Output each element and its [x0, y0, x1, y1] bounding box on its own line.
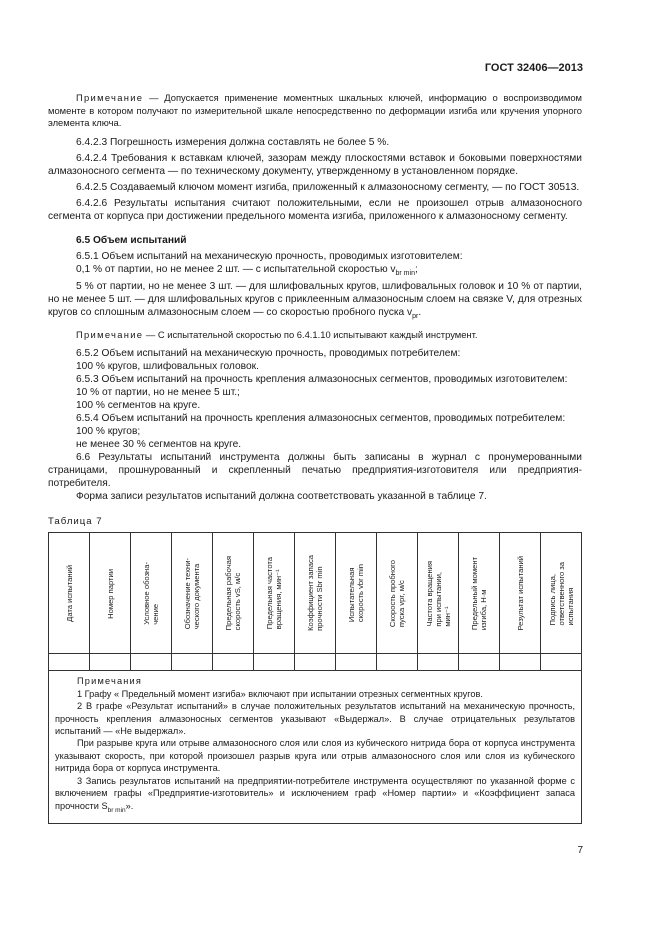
column-header [295, 533, 336, 654]
text: 3 Запись результатов испытаний на предприятии-потребителе инструмента осуществляют по указанной форме с включением графы «Предприятие-изготовитель» и исключением граф «Номер партии» и «Коэффициент запаса прочности S [55, 775, 575, 811]
para-6-5-2: 6.5.2 Объем испытаний на механическую прочность, проводимых потребителем: [76, 348, 461, 360]
table-cell [213, 654, 254, 671]
column-header-wrap [254, 533, 294, 653]
para-6-5-2-a: 100 % кругов, шлифовальных головок. [76, 361, 259, 373]
column-header-wrap [131, 533, 171, 653]
note-test-speed [48, 329, 582, 342]
table-cell [49, 654, 90, 671]
column-header-wrap [213, 533, 253, 653]
column-header-wrap [172, 533, 212, 653]
table-cell [377, 654, 418, 671]
table-cell [172, 654, 213, 671]
column-header-label: Обозначение техни- ческого документа [183, 557, 201, 630]
para-6-5-3-b: 100 % сегментов на круге. [76, 400, 201, 412]
column-header [541, 533, 582, 654]
para-6-5-3: 6.5.3 Объем испытаний на прочность крепления алмазоносных сегментов, проводимых изготовителем: [76, 374, 568, 386]
column-header [500, 533, 541, 654]
table-cell [459, 654, 500, 671]
column-header-wrap [418, 533, 458, 653]
section-heading-6-5: 6.5 Объем испытаний [76, 234, 187, 246]
column-header-wrap [295, 533, 335, 653]
column-header-label: Предельная частота вращения, мин⁻¹ [265, 557, 283, 630]
text: ». [125, 800, 134, 811]
column-header-wrap [459, 533, 499, 653]
text: . [418, 306, 422, 318]
note-2: 2 В графе «Результат испытаний» в случае положительных результатов испытаний на механическую прочность, прочность крепления алмазоносных сегментов указывают «Выдержал». В случае отрицательных результатов испытаний — «Не выдержал». [55, 701, 575, 737]
column-header [90, 533, 131, 654]
column-header [213, 533, 254, 654]
column-header-wrap [377, 533, 417, 653]
column-header [254, 533, 295, 654]
note-3 [55, 775, 575, 817]
para-6-4-2-6: 6.4.2.6 Результаты испытания считают положительными, если не произошел отрыв алмазоносного сегмента от корпуса при достижении предельного момента изгиба, приложенного к алмазоносному сегменту. [48, 197, 582, 222]
column-header-label: Предельная рабочая скорость vS, м/с [224, 556, 242, 631]
para-6-4-2-4: 6.4.2.4 Требования к вставкам ключей, зазорам между плоскостями вставок и боковыми поверхностями алмазоносного сегмента — по техническому документу, утвержденному в установленном порядке. [48, 152, 582, 177]
para-6-5-1: 6.5.1 Объем испытаний на механическую прочность, проводимых изготовителем: [76, 250, 463, 262]
para-6-5-1-b [48, 280, 582, 323]
column-header [418, 533, 459, 654]
table-cell [500, 654, 541, 671]
note-moment-keys [48, 92, 582, 130]
column-header-wrap [49, 533, 89, 653]
note-2-b: При разрыве круга или отрыве алмазоносного слоя или слоя из кубического нитрида бора от корпуса инструмента указывают скорость, при которой произошел разрыв круга или отрыв алмазоносного слоя или слоя из кубического нитрида бора от корпуса инструмента. [55, 738, 575, 774]
column-header-wrap [90, 533, 130, 653]
table-notes [48, 671, 582, 823]
para-6-5-3-a: 10 % от партии, но не менее 5 шт.; [76, 387, 240, 399]
text: ; [414, 263, 418, 275]
column-header-label: Номер партии [105, 568, 115, 619]
table-cell [541, 654, 582, 671]
note-text: — Допускается применение моментных шкальных ключей, информацию о воспроизводимом моменте в котором получают по измерительной шкале непосредственно по деформации изгиба или кручения упорного элемента ключа. [48, 92, 582, 129]
column-header [131, 533, 172, 654]
table-cell [336, 654, 377, 671]
subscript: br min [107, 806, 126, 814]
para-6-5-4: 6.5.4 Объем испытаний на прочность крепления алмазоносных сегментов, проводимых потребителем: [76, 413, 566, 425]
column-header-label: Скорость пробного пуска vpr, м/с [388, 559, 406, 627]
table-row [49, 654, 582, 671]
column-header-label: Частота вращения при испытании, мин⁻¹ [424, 560, 452, 627]
para-6-4-2-3: 6.4.2.3 Погрешность измерения должна составлять не более 5 %. [76, 136, 390, 148]
note-1: 1 Графу « Предельный момент изгиба» включают при испытании отрезных сегментных кругов. [77, 688, 483, 699]
column-header-label: Подпись лица, ответственного за испытания [547, 561, 575, 626]
para-6-6-b: Форма записи результатов испытаний должна соответствовать указанной в таблице 7. [76, 491, 487, 503]
text: 0,1 % от партии, но не менее 2 шт. — с испытательной скоростью v [76, 263, 396, 275]
column-header-label: Условное обозна- чение [142, 562, 160, 625]
para-6-6: 6.6 Результаты испытаний инструмента должны быть записаны в журнал с пронумерованными страницами, прошнурованный и скрепленный печатью предприятия-изготовителя или предприятия-потребителя. [48, 452, 582, 490]
table-7 [48, 532, 582, 671]
text: 5 % от партии, но не менее 3 шт. — для шлифовальных кругов, шлифовальных головок и 10 % от партии, но не менее 5 шт. — для шлифовальных кругов с приклеенным алмазоносным слоем на связке V, для отрезных кругов со сплошным алмазоносным слоем — со скоростью пробного пуска v [48, 280, 582, 318]
page-content [48, 92, 582, 824]
para-6-5-1-a [48, 263, 582, 280]
note-text: — С испытательной скоростью по 6.4.1.10 испытывают каждый инструмент. [143, 328, 478, 340]
table-cell [254, 654, 295, 671]
column-header [459, 533, 500, 654]
table-header-row [49, 533, 582, 654]
column-header-label: Коэффициент запаса прочности Sbr min [306, 555, 324, 632]
para-6-5-4-b: не менее 30 % сегментов на круге. [76, 439, 242, 451]
para-6-5-4-a: 100 % кругов; [76, 426, 141, 438]
table-cell [295, 654, 336, 671]
column-header-label: Дата испытаний [64, 565, 74, 622]
column-header-wrap [336, 533, 376, 653]
column-header-label: Результат испытаний [515, 556, 525, 631]
column-header [336, 533, 377, 654]
table-caption: Таблица 7 [48, 516, 103, 528]
notes-title: Примечания [77, 676, 143, 687]
note-label: Примечание [76, 328, 144, 340]
column-header-label: Испытательная скорость vbr min [347, 564, 365, 623]
column-header [49, 533, 90, 654]
table-cell [90, 654, 131, 671]
column-header [377, 533, 418, 654]
column-header-wrap [500, 533, 540, 653]
table-cell [418, 654, 459, 671]
para-6-4-2-5: 6.4.2.5 Создаваемый ключом момент изгиба, приложенный к алмазоносному сегменту, — по ГОСТ 30513. [76, 181, 580, 193]
subscript: br min [395, 269, 415, 277]
document-header: ГОСТ 32406—2013 [484, 62, 583, 74]
page-number: 7 [577, 845, 583, 856]
column-header-label: Предельный момент изгиба, Н·м [470, 556, 488, 630]
note-label: Примечание [76, 92, 144, 103]
subscript: pr [412, 312, 419, 320]
table-cell [131, 654, 172, 671]
column-header [172, 533, 213, 654]
column-header-wrap [541, 533, 581, 653]
